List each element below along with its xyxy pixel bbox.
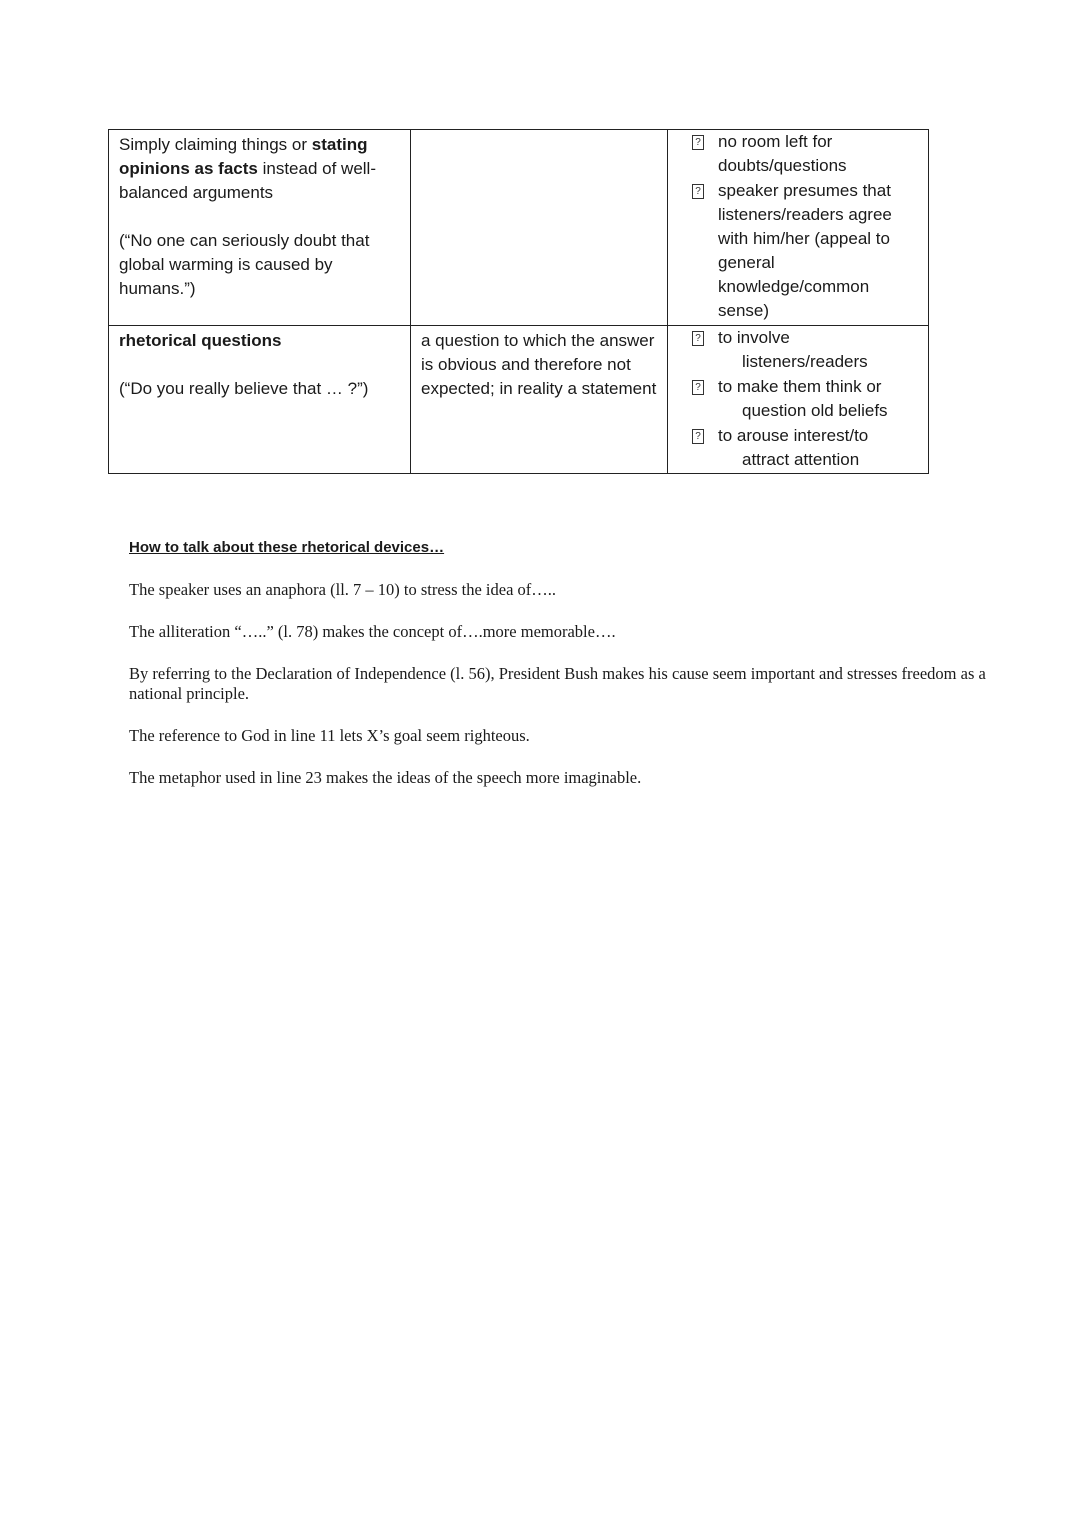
function-cell [668, 130, 929, 326]
list-item: ? to involve listeners/readers [678, 326, 918, 374]
function-cell [668, 326, 929, 474]
example-sentence: The speaker uses an anaphora (ll. 7 – 10) to stress the idea of….. [129, 580, 557, 599]
list-item: ? no room left for doubts/questions [678, 130, 918, 178]
device-description: Simply claiming things or stating opinions as facts instead of well-balanced arguments [119, 135, 376, 202]
device-cell [109, 130, 411, 326]
definition-cell: a question to which the answer is obvious and therefore not expected; in reality a statement [411, 326, 668, 474]
device-example: (“No one can seriously doubt that global warming is caused by humans.”) [119, 231, 370, 298]
device-cell [109, 326, 411, 474]
missing-glyph-icon: ? [692, 331, 704, 346]
rhetorical-devices-table [108, 129, 929, 474]
function-list [678, 326, 918, 472]
example-sentence: The reference to God in line 11 lets X’s goal seem righteous. [129, 726, 530, 745]
missing-glyph-icon: ? [692, 380, 704, 395]
device-example: (“Do you really believe that … ?”) [119, 379, 369, 398]
table-row [109, 130, 929, 326]
function-list [678, 130, 918, 323]
example-sentence: The metaphor used in line 23 makes the ideas of the speech more imaginable. [129, 768, 642, 787]
missing-glyph-icon: ? [692, 135, 704, 150]
example-sentence: By referring to the Declaration of Independence (l. 56), President Bush makes his cause seem important and stresses freedom as a national principle. [129, 664, 986, 703]
missing-glyph-icon: ? [692, 429, 704, 444]
missing-glyph-icon: ? [692, 184, 704, 199]
section-heading: How to talk about these rhetorical devices… [129, 539, 445, 556]
list-item: ? to arouse interest/to attract attention [678, 424, 918, 472]
list-item: ? to make them think or question old beliefs [678, 375, 918, 423]
example-sentence: The alliteration “…..” (l. 78) makes the concept of….more memorable…. [129, 622, 616, 641]
list-item: ? speaker presumes that listeners/readers agree with him/her (appeal to general knowledge/common sense) [678, 179, 918, 323]
device-title: rhetorical questions [119, 331, 282, 350]
table-row [109, 326, 929, 474]
definition-cell [411, 130, 668, 326]
